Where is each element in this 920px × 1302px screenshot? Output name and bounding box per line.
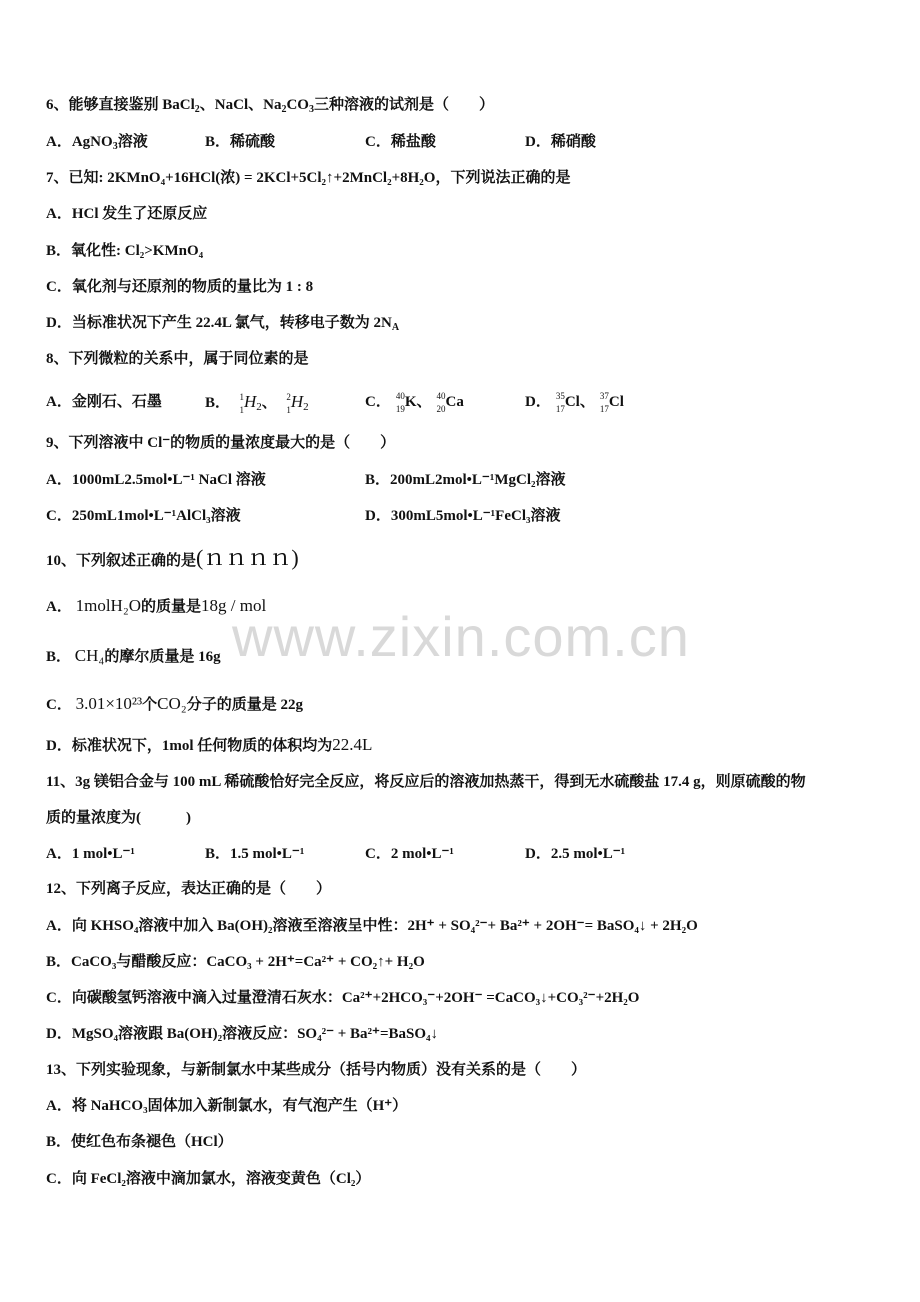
watermark: www.zixin.com.cn	[232, 605, 690, 668]
q8-option-b: B． 1 1 $H_2$、 2 1 $H_2$	[205, 391, 309, 415]
q9-option-d: D．300mL5mol•L⁻¹FeCl₃溶液	[365, 508, 561, 524]
q13-option-a: A．将 NaHCO₃固体加入新制氯水，有气泡产生（H⁺）	[46, 1098, 408, 1114]
q10-option-d: D．标准状况下，1mol 任何物质的体积均为22.4L	[46, 735, 373, 754]
q7-stem: 7、已知: 2KMnO₄+16HCl(浓) = 2KCl+5Cl₂↑+2MnCl₂+8H₂O，下列说法正确的是	[46, 170, 571, 186]
q10-option-b: B． CH₄的摩尔质量是 16g	[46, 646, 221, 665]
q9-option-b: B．200mL2mol•L⁻¹MgCl₂溶液	[365, 472, 566, 488]
q12-option-a: A．向 KHSO₄溶液中加入 Ba(OH)₂溶液至溶液呈中性：2H⁺ + SO₄²⁻+ Ba²⁺ + 2OH⁻= BaSO₄↓ + 2H₂O	[46, 918, 698, 934]
q10-stem: 10、下列叙述正确的是(ｎｎｎｎ)	[46, 545, 299, 570]
q8-option-d: D． 35 17 Cl、 37 17 Cl	[525, 390, 624, 414]
q6-option-a: A．AgNO$_3$溶液	[46, 134, 148, 152]
q9-option-c: C．250mL1mol•L⁻¹AlCl₃溶液	[46, 508, 241, 524]
q11-option-b: B．1.5 mol•L⁻¹	[205, 846, 305, 862]
q13-option-c: C．向 FeCl₂溶液中滴加氯水，溶液变黄色（Cl₂）	[46, 1171, 371, 1187]
q7-option-d: D．当标准状况下产生 22.4L 氯气，转移电子数为 $2N_A$	[46, 315, 400, 333]
q12-option-c: C．向碳酸氢钙溶液中滴入过量澄清石灰水：Ca²⁺+2HCO₃⁻+2OH⁻ =CaCO₃↓+CO₃²⁻+2H₂O	[46, 990, 640, 1006]
q6-option-b: B．稀硫酸	[205, 134, 276, 150]
q7-option-b: B．氧化性: Cl₂>KMnO₄	[46, 243, 204, 259]
q8-stem: 8、下列微粒的关系中，属于同位素的是	[46, 351, 309, 367]
q11-option-a: A．1 mol•L⁻¹	[46, 846, 135, 862]
q11-stem-line2: 质的量浓度为( )	[46, 810, 191, 826]
q10-option-a: A． 1molH₂O的质量是18g / mol	[46, 596, 267, 615]
q13-option-b: B．使红色布条褪色（HCl）	[46, 1134, 233, 1150]
q9-stem: 9、下列溶液中 Cl⁻的物质的量浓度最大的是（ ）	[46, 435, 396, 451]
q8-option-c: C． 40 19 K、 40 20 Ca	[365, 390, 464, 414]
q7-option-a: A．HCl 发生了还原反应	[46, 206, 208, 222]
q12-stem: 12、下列离子反应，表达正确的是（ ）	[46, 881, 332, 897]
q9-option-a: A．1000mL2.5mol•L⁻¹ NaCl 溶液	[46, 472, 266, 488]
q12-option-d: D．MgSO₄溶液跟 Ba(OH)₂溶液反应：SO₄²⁻ + Ba²⁺=BaSO₄↓	[46, 1026, 439, 1042]
q6-option-c: C．稀盐酸	[365, 134, 436, 150]
q13-stem: 13、下列实验现象，与新制氯水中某些成分（括号内物质）没有关系的是（ ）	[46, 1062, 587, 1078]
q7-option-c: C．氧化剂与还原剂的物质的量比为 1 : 8	[46, 279, 314, 295]
q10-option-c: C． 3.01×10²³个CO₂分子的质量是 22g	[46, 694, 303, 713]
q12-option-b: B．CaCO₃与醋酸反应：CaCO₃ + 2H⁺=Ca²⁺ + CO₂↑+ H₂O	[46, 954, 425, 970]
q6-stem: 6、能够直接鉴别 BaCl$_2$、NaCl、$Na_2CO_3$三种溶液的试剂是（ ）	[46, 97, 494, 115]
q8-option-a: A．金刚石、石墨	[46, 394, 162, 410]
q11-option-c: C．2 mol•L⁻¹	[365, 846, 454, 862]
q11-option-d: D．2.5 mol•L⁻¹	[525, 846, 626, 862]
q6-option-d: D．稀硝酸	[525, 134, 596, 150]
q11-stem-line1: 11、3g 镁铝合金与 100 mL 稀硫酸恰好完全反应，将反应后的溶液加热蒸干，得到无水硫酸盐 17.4 g，则原硫酸的物	[46, 774, 806, 790]
